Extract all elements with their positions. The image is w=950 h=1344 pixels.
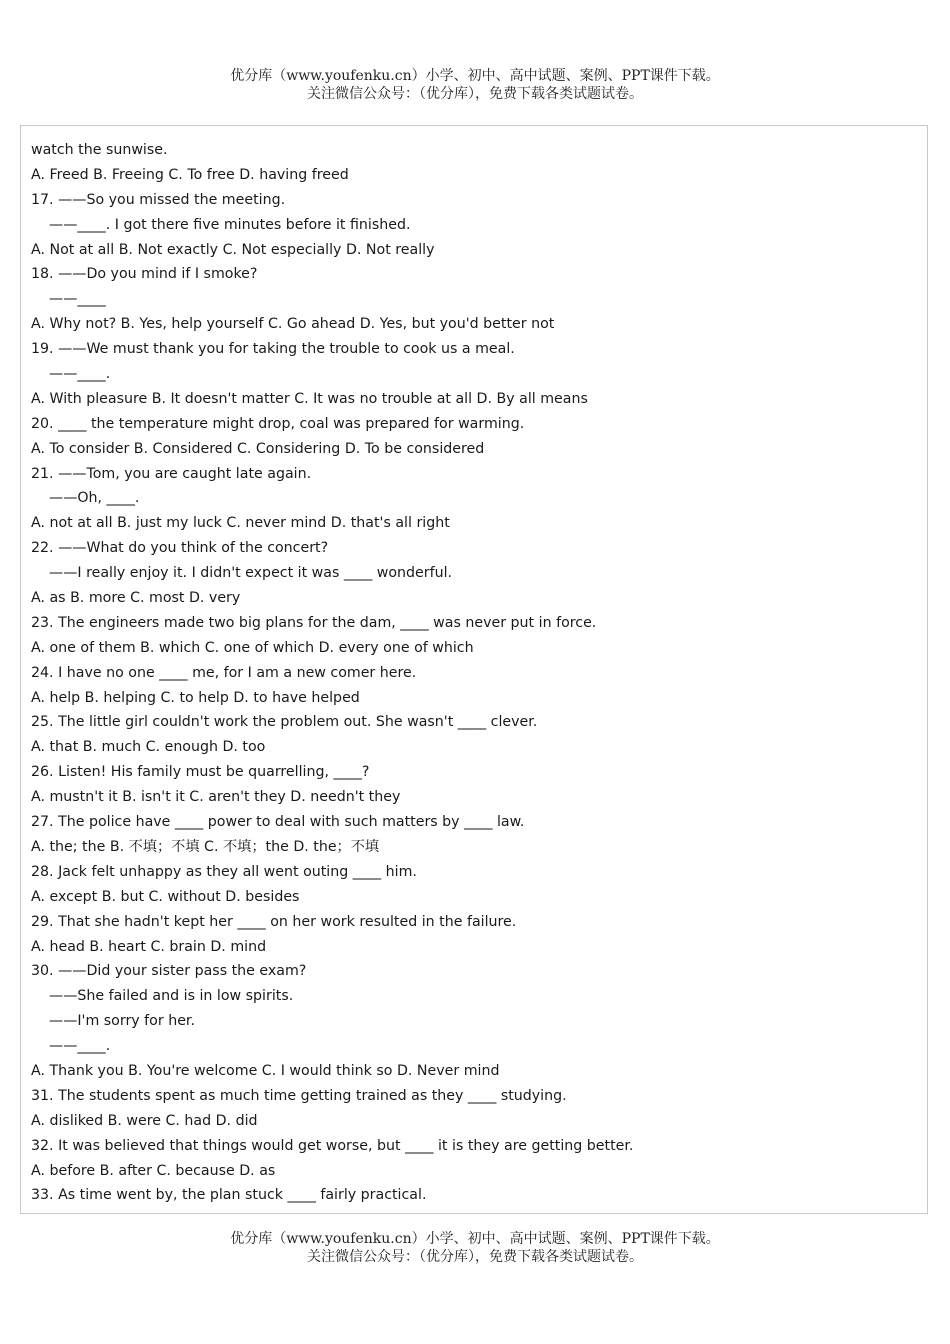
text-line: A. mustn't it B. isn't it C. aren't they D. needn't they (31, 789, 401, 806)
text-line: 27. The police have ____ power to deal with such matters by ____ law. (31, 814, 525, 831)
text-line: 25. The little girl couldn't work the problem out. She wasn't ____ clever. (31, 714, 538, 731)
footer-line-2: 关注微信公众号：（优分库），免费下载各类试题试卷。 (307, 1249, 643, 1265)
text-line: 28. Jack felt unhappy as they all went outing ____ him. (31, 863, 417, 880)
text-line: watch the sunwise. (31, 142, 168, 158)
text-line: ——She failed and is in low spirits. (49, 988, 294, 1005)
text-line: 31. The students spent as much time getting trained as they ____ studying. (31, 1087, 567, 1104)
text-line: ——____. I got there five minutes before it finished. (49, 216, 411, 233)
text-line: A. help B. helping C. to help D. to have helped (31, 689, 360, 706)
header-line-2: 关注微信公众号：（优分库），免费下载各类试题试卷。 (307, 86, 643, 102)
text-line: 23. The engineers made two big plans for the dam, ____ was never put in force. (31, 614, 597, 631)
text-line: A. Freed B. Freeing C. To free D. having freed (31, 166, 349, 183)
text-line: 32. It was believed that things would get worse, but ____ it is they are getting better. (31, 1137, 634, 1154)
text-line: A. To consider B. Considered C. Considering D. To be considered (31, 440, 485, 457)
text-line: A. one of them B. which C. one of which D. every one of which (31, 639, 474, 656)
text-line: 24. I have no one ____ me, for I am a new comer here. (31, 664, 417, 681)
text-line: 18. ——Do you mind if I smoke? (31, 266, 258, 283)
text-line: 33. As time went by, the plan stuck ____ fairly practical. (31, 1187, 427, 1204)
text-line: ——____. (49, 366, 111, 383)
header-line-1: 优分库（www.youfenku.cn）小学、初中、高中试题、案例、PPT课件下载。 (230, 68, 720, 84)
text-line: 21. ——Tom, you are caught late again. (31, 465, 312, 482)
text-line: A. as B. more C. most D. very (31, 590, 241, 607)
text-line: 30. ——Did your sister pass the exam? (31, 963, 307, 980)
text-line: 26. Listen! His family must be quarrelling, ____? (31, 764, 370, 781)
text-line: A. disliked B. were C. had D. did (31, 1112, 258, 1129)
text-line: 29. That she hadn't kept her ____ on her work resulted in the failure. (31, 913, 517, 930)
question-list (31, 138, 917, 1208)
footer-line-1: 优分库（www.youfenku.cn）小学、初中、高中试题、案例、PPT课件下载。 (230, 1231, 720, 1247)
text-line: 17. ——So you missed the meeting. (31, 191, 286, 208)
text-line: ——____ (49, 291, 106, 308)
text-line: A. the; the B. 不填；不填 C. 不填；the D. the；不填 (31, 838, 380, 855)
text-line: A. not at all B. just my luck C. never mind D. that's all right (31, 515, 450, 532)
text-line: A. Why not? B. Yes, help yourself C. Go ahead D. Yes, but you'd better not (31, 316, 555, 333)
text-line: 22. ——What do you think of the concert? (31, 540, 329, 557)
text-line: ——I'm sorry for her. (49, 1013, 195, 1030)
text-line: ——Oh, ____. (49, 490, 140, 507)
text-line: 19. ——We must thank you for taking the trouble to cook us a meal. (31, 341, 515, 358)
text-line: ——I really enjoy it. I didn't expect it was ____ wonderful. (49, 565, 453, 582)
text-line: A. that B. much C. enough D. too (31, 739, 266, 756)
text-line: A. before B. after C. because D. as (31, 1162, 276, 1179)
question-panel (20, 125, 928, 1214)
page-footer (0, 1230, 950, 1266)
text-line: A. Not at all B. Not exactly C. Not especially D. Not really (31, 241, 435, 258)
text-line: A. head B. heart C. brain D. mind (31, 938, 267, 955)
text-line: A. except B. but C. without D. besides (31, 888, 300, 905)
page-header (0, 67, 950, 103)
text-line: ——____. (49, 1038, 111, 1055)
text-line: 20. ____ the temperature might drop, coal was prepared for warming. (31, 415, 525, 432)
text-line: A. With pleasure B. It doesn't matter C. It was no trouble at all D. By all means (31, 390, 588, 407)
text-line: A. Thank you B. You're welcome C. I would think so D. Never mind (31, 1062, 500, 1079)
